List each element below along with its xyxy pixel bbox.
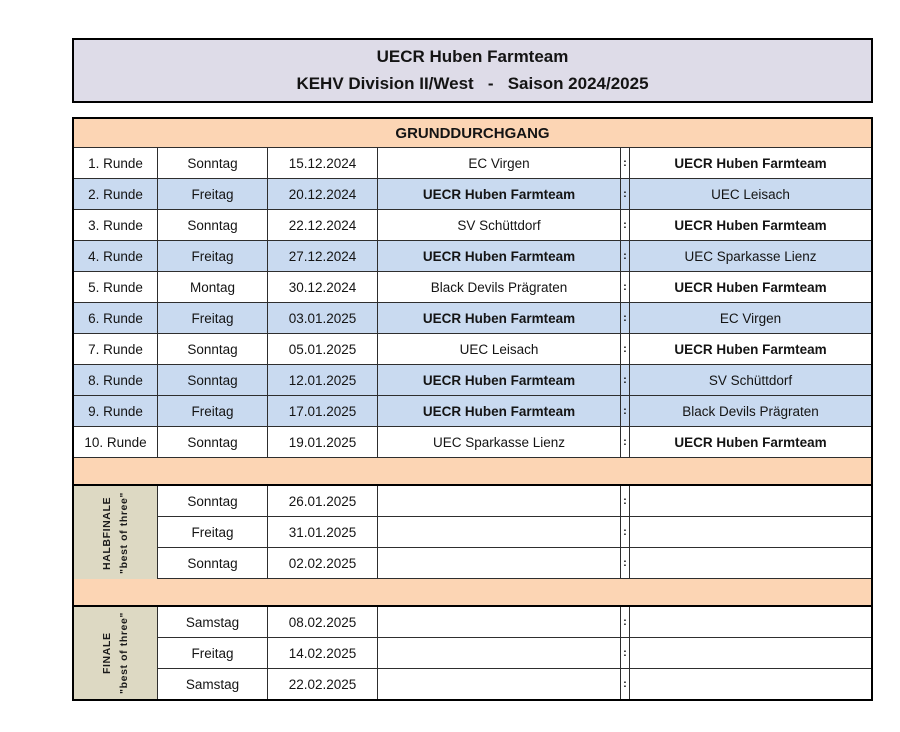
away-team-cell: UECR Huben Farmteam: [674, 155, 827, 171]
playoff-row: [158, 486, 871, 517]
day-cell: Freitag: [158, 179, 268, 209]
league-season-title: KEHV Division II/West - Saison 2024/2025: [296, 73, 649, 93]
day-cell: Sonntag: [158, 148, 268, 178]
finale-title: FINALE: [100, 632, 113, 674]
day-cell: Samstag: [158, 607, 268, 637]
day-cell: Sonntag: [158, 334, 268, 364]
home-team-cell: UECR Huben Farmteam: [378, 179, 621, 209]
round-row: [74, 334, 871, 365]
day-cell: Sonntag: [158, 210, 268, 240]
round-row: [74, 427, 871, 458]
date-cell: 22.12.2024: [268, 210, 378, 240]
finale-label-cell: [74, 607, 158, 699]
colon-separator: :: [621, 607, 630, 637]
round-row: [74, 241, 871, 272]
date-cell: 30.12.2024: [268, 272, 378, 302]
date-cell: 20.12.2024: [268, 179, 378, 209]
finale-section: [74, 607, 871, 699]
date-cell: 14.02.2025: [268, 638, 378, 668]
round-row: [74, 148, 871, 179]
colon-separator: :: [621, 517, 630, 547]
colon-separator: :: [621, 241, 630, 271]
away-team-cell: UEC Leisach: [711, 186, 790, 202]
round-row: [74, 272, 871, 303]
playoff-row: [158, 607, 871, 638]
home-team-cell: UECR Huben Farmteam: [378, 241, 621, 271]
colon-separator: :: [621, 427, 630, 457]
day-cell: Freitag: [158, 396, 268, 426]
schedule-table: [72, 117, 873, 701]
date-cell: 17.01.2025: [268, 396, 378, 426]
round-row: [74, 210, 871, 241]
playoff-row: [158, 669, 871, 699]
home-team-cell: [378, 669, 621, 699]
team-title: UECR Huben Farmteam: [376, 47, 569, 67]
date-cell: 19.01.2025: [268, 427, 378, 457]
date-cell: 08.02.2025: [268, 607, 378, 637]
halbfinale-label-cell: [74, 486, 158, 579]
day-cell: Sonntag: [158, 427, 268, 457]
away-team-cell: [630, 669, 871, 699]
away-team-cell: [630, 607, 871, 637]
playoff-row: [158, 548, 871, 579]
date-cell: 22.02.2025: [268, 669, 378, 699]
away-team-cell: SV Schüttdorf: [708, 372, 793, 388]
finale-label: [99, 612, 133, 694]
colon-separator: :: [621, 148, 630, 178]
date-cell: 03.01.2025: [268, 303, 378, 333]
date-cell: 02.02.2025: [268, 548, 378, 578]
home-team-cell: Black Devils Prägraten: [378, 272, 621, 302]
round-row: [74, 396, 871, 427]
day-cell: Montag: [158, 272, 268, 302]
away-team-cell: UECR Huben Farmteam: [674, 279, 827, 295]
colon-separator: :: [621, 669, 630, 699]
title-box: [72, 38, 873, 103]
day-cell: Freitag: [158, 241, 268, 271]
home-team-cell: UEC Leisach: [378, 334, 621, 364]
round-row: [74, 179, 871, 210]
round-label: 4. Runde: [74, 241, 158, 271]
day-cell: Sonntag: [158, 486, 268, 516]
colon-separator: :: [621, 210, 630, 240]
date-cell: 12.01.2025: [268, 365, 378, 395]
date-cell: 05.01.2025: [268, 334, 378, 364]
away-team-cell: [630, 486, 871, 516]
home-team-cell: UEC Sparkasse Lienz: [378, 427, 621, 457]
day-cell: Freitag: [158, 638, 268, 668]
playoff-row: [158, 517, 871, 548]
day-cell: Freitag: [158, 517, 268, 547]
halbfinale-section: [74, 486, 871, 579]
round-label: 9. Runde: [74, 396, 158, 426]
colon-separator: :: [621, 396, 630, 426]
home-team-cell: EC Virgen: [378, 148, 621, 178]
round-row: [74, 303, 871, 334]
round-label: 2. Runde: [74, 179, 158, 209]
section-title-grunddurchgang: GRUNDDURCHGANG: [74, 119, 871, 148]
away-team-cell: UECR Huben Farmteam: [674, 434, 827, 450]
separator-band: [74, 458, 871, 486]
away-team-cell: UEC Sparkasse Lienz: [684, 248, 817, 264]
date-cell: 31.01.2025: [268, 517, 378, 547]
day-cell: Sonntag: [158, 365, 268, 395]
round-label: 10. Runde: [74, 427, 158, 457]
home-team-cell: [378, 607, 621, 637]
finale-subtitle: "best of three": [117, 612, 130, 694]
playoff-row: [158, 638, 871, 669]
round-label: 1. Runde: [74, 148, 158, 178]
away-team-cell: UECR Huben Farmteam: [674, 341, 827, 357]
home-team-cell: UECR Huben Farmteam: [378, 303, 621, 333]
colon-separator: :: [621, 548, 630, 578]
home-team-cell: [378, 517, 621, 547]
home-team-cell: SV Schüttdorf: [378, 210, 621, 240]
home-team-cell: [378, 486, 621, 516]
day-cell: Samstag: [158, 669, 268, 699]
day-cell: Freitag: [158, 303, 268, 333]
round-label: 8. Runde: [74, 365, 158, 395]
home-team-cell: UECR Huben Farmteam: [378, 396, 621, 426]
round-label: 7. Runde: [74, 334, 158, 364]
halbfinale-title: HALBFINALE: [100, 495, 113, 570]
day-cell: Sonntag: [158, 548, 268, 578]
date-cell: 27.12.2024: [268, 241, 378, 271]
away-team-cell: [630, 638, 871, 668]
away-team-cell: UECR Huben Farmteam: [674, 217, 827, 233]
colon-separator: :: [621, 486, 630, 516]
round-label: 3. Runde: [74, 210, 158, 240]
colon-separator: :: [621, 638, 630, 668]
away-team-cell: [630, 517, 871, 547]
home-team-cell: [378, 638, 621, 668]
colon-separator: :: [621, 334, 630, 364]
colon-separator: :: [621, 303, 630, 333]
away-team-cell: EC Virgen: [719, 310, 782, 326]
colon-separator: :: [621, 272, 630, 302]
colon-separator: :: [621, 365, 630, 395]
round-row: [74, 365, 871, 396]
separator-band: [74, 579, 871, 607]
round-label: 6. Runde: [74, 303, 158, 333]
date-cell: 15.12.2024: [268, 148, 378, 178]
halbfinale-label: [99, 492, 133, 574]
schedule-content: [72, 38, 873, 701]
away-team-cell: Black Devils Prägraten: [682, 403, 819, 419]
finale-rows: [158, 607, 871, 699]
away-team-cell: [630, 548, 871, 578]
home-team-cell: UECR Huben Farmteam: [378, 365, 621, 395]
round-label: 5. Runde: [74, 272, 158, 302]
date-cell: 26.01.2025: [268, 486, 378, 516]
halbfinale-subtitle: "best of three": [117, 491, 130, 574]
halbfinale-rows: [158, 486, 871, 579]
home-team-cell: [378, 548, 621, 578]
colon-separator: :: [621, 179, 630, 209]
